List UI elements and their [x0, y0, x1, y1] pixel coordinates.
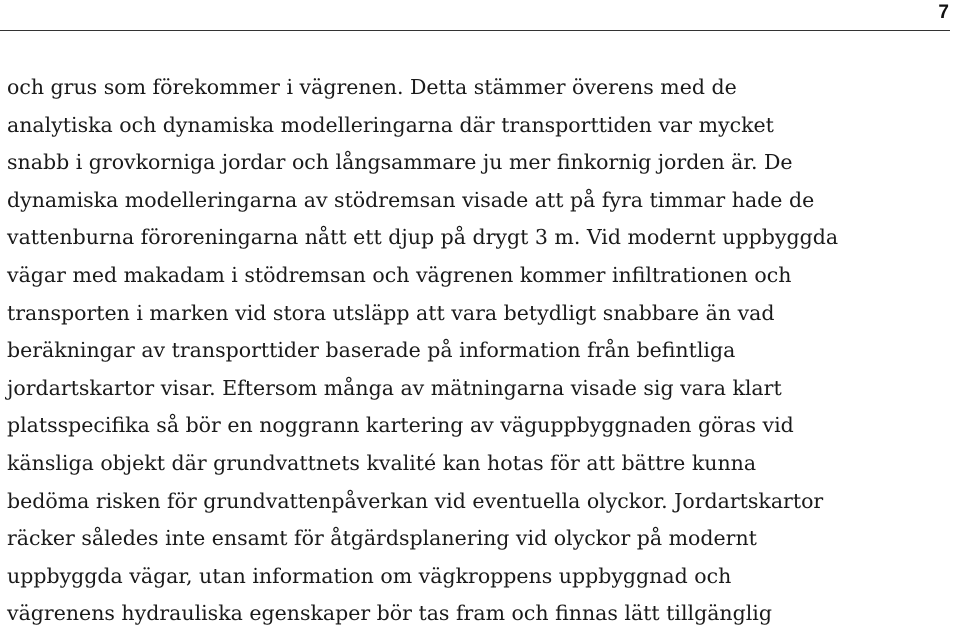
text-line: platsspecifika så bör en noggrann kartering av väguppbyggnaden göras vid	[7, 413, 794, 438]
text-line: analytiska och dynamiska modelleringarna där transporttiden var mycket	[7, 112, 774, 137]
text-line: transporten i marken vid stora utsläpp att vara betydligt snabbare än vad	[7, 300, 775, 325]
page-number: 7	[938, 2, 949, 23]
header-rule	[0, 30, 950, 31]
text-line: vattenburna föroreningarna nått ett djup på drygt 3 m. Vid modernt uppbyggda	[7, 225, 839, 250]
text-line: räcker således inte ensamt för åtgärdsplanering vid olyckor på modernt	[7, 526, 757, 551]
text-line: vägar med makadam i stödremsan och vägrenen kommer infiltrationen och	[7, 262, 792, 287]
text-line: dynamiska modelleringarna av stödremsan visade att på fyra timmar hade de	[7, 187, 815, 212]
text-line: bedöma risken för grundvattenpåverkan vid eventuella olyckor. Jordartskartor	[7, 488, 824, 513]
text-line: och grus som förekommer i vägrenen. Detta stämmer överens med de	[7, 75, 737, 99]
body-paragraph	[7, 69, 952, 633]
text-line: vägrenens hydrauliska egenskaper bör tas fram och finnas lätt tillgänglig	[7, 601, 772, 626]
text-line: känsliga objekt där grundvattnets kvalité kan hotas för att bättre kunna	[7, 450, 757, 475]
text-line: beräkningar av transporttider baserade på information från befintliga	[7, 338, 736, 363]
text-line: uppbyggda vägar, utan information om vägkroppens uppbyggnad och	[7, 563, 732, 588]
text-line: snabb i grovkorniga jordar och långsammare ju mer finkornig jorden är. De	[7, 150, 793, 175]
text-line: jordartskartor visar. Eftersom många av mätningarna visade sig vara klart	[7, 375, 782, 400]
